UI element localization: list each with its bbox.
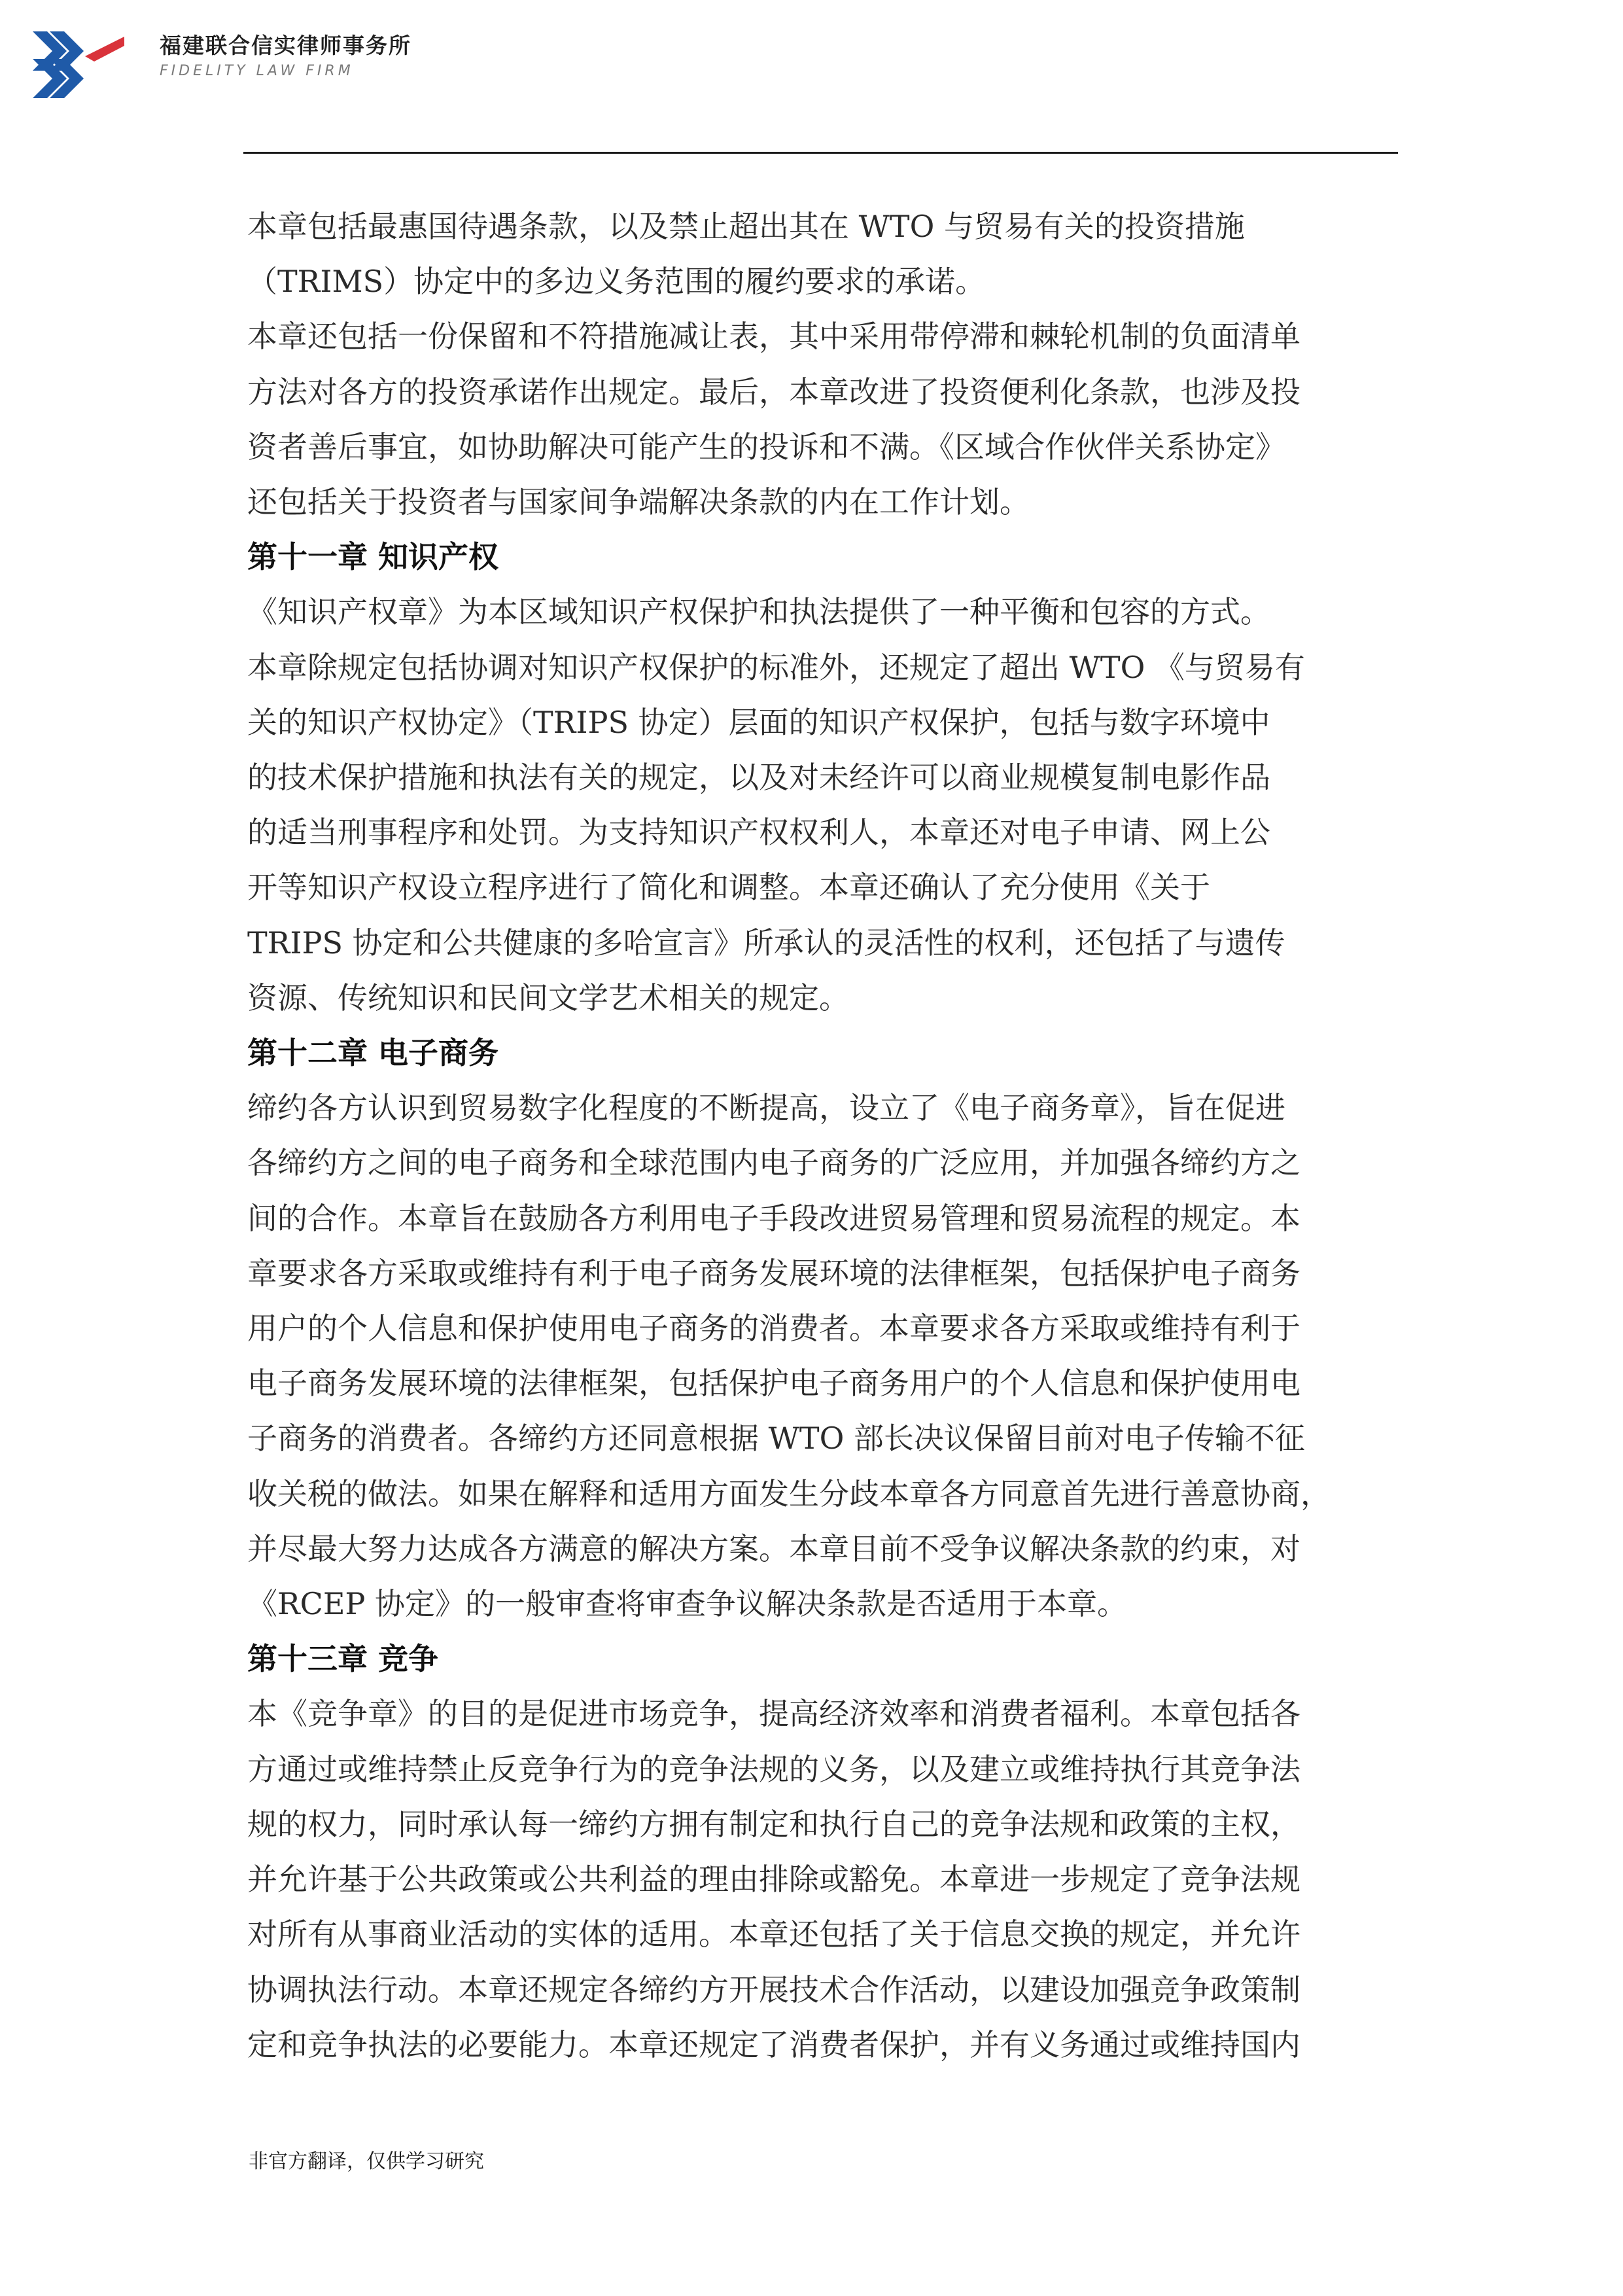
body-text-line: 方法对各方的投资承诺作出规定。最后，本章改进了投资便利化条款，也涉及投 [247, 374, 1300, 410]
body-text-line: 开等知识产权设立程序进行了简化和调整。本章还确认了充分使用《关于 [247, 870, 1210, 906]
document-body [247, 199, 1399, 2072]
body-text-line: 的适当刑事程序和处罚。为支持知识产权权利人，本章还对电子申请、网上公 [247, 815, 1270, 851]
body-text-line: 本《竞争章》的目的是促进市场竞争，提高经济效率和消费者福利。本章包括各 [247, 1696, 1300, 1732]
body-text-line: 收关税的做法。如果在解释和适用方面发生分歧本章各方同意首先进行善意协商， [247, 1475, 1331, 1511]
body-text-line: 的技术保护措施和执法有关的规定，以及对未经许可以商业规模复制电影作品 [247, 760, 1270, 796]
body-text-line: 本章包括最惠国待遇条款，以及禁止超出其在 WTO 与贸易有关的投资措施 [247, 209, 1245, 244]
body-text-line: 章要求各方采取或维持有利于电子商务发展环境的法律框架，包括保护电子商务 [247, 1255, 1300, 1291]
body-text-line: 并允许基于公共政策或公共利益的理由排除或豁免。本章进一步规定了竞争法规 [247, 1862, 1300, 1898]
body-text-line: 协调执法行动。本章还规定各缔约方开展技术合作活动，以建设加强竞争政策制 [247, 1971, 1300, 2007]
body-text-line: 本章除规定包括协调对知识产权保护的标准外，还规定了超出 WTO 《与贸易有 [247, 649, 1305, 685]
firm-name-chinese: 福建联合信实律师事务所 [160, 33, 411, 58]
body-text-line: 资者善后事宜，如协助解决可能产生的投诉和不满。《区域合作伙伴关系协定》 [247, 429, 1285, 465]
body-text-line: 电子商务发展环境的法律框架，包括保护电子商务用户的个人信息和保护使用电 [247, 1366, 1300, 1402]
body-text-line: 定和竞争执法的必要能力。本章还规定了消费者保护，并有义务通过或维持国内 [247, 2026, 1300, 2062]
body-text-line: 并尽最大努力达成各方满意的解决方案。本章目前不受争议解决条款的约束，对 [247, 1530, 1300, 1566]
header-divider [243, 152, 1398, 154]
chapter-heading: 第十二章 电子商务 [247, 1035, 499, 1071]
body-text-line: 规的权力，同时承认每一缔约方拥有制定和执行自己的竞争法规和政策的主权， [247, 1806, 1300, 1842]
chapter-heading: 第十一章 知识产权 [247, 539, 499, 575]
body-text-line: 子商务的消费者。各缔约方还同意根据 WTO 部长决议保留目前对电子传输不征 [247, 1421, 1305, 1457]
body-text-line: 本章还包括一份保留和不符措施减让表，其中采用带停滞和棘轮机制的负面清单 [247, 319, 1300, 355]
body-text-line: 间的合作。本章旨在鼓励各方利用电子手段改进贸易管理和贸易流程的规定。本 [247, 1200, 1300, 1236]
fidelity-law-firm-logo-icon [33, 26, 124, 103]
body-text-line: （TRIMS）协定中的多边义务范围的履约要求的承诺。 [247, 264, 986, 300]
body-text-line: 《知识产权章》为本区域知识产权保护和执法提供了一种平衡和包容的方式。 [247, 594, 1270, 630]
body-text-line: 关的知识产权协定》（TRIPS 协定）层面的知识产权保护，包括与数字环境中 [247, 704, 1270, 740]
body-text-line: 方通过或维持禁止反竞争行为的竞争法规的义务，以及建立或维持执行其竞争法 [247, 1751, 1300, 1787]
body-text-line: 对所有从事商业活动的实体的适用。本章还包括了关于信息交换的规定，并允许 [247, 1916, 1300, 1952]
footer-disclaimer: 非官方翻译，仅供学习研究 [249, 2150, 484, 2173]
body-text-line: 还包括关于投资者与国家间争端解决条款的内在工作计划。 [247, 484, 1030, 520]
body-text-line: TRIPS 协定和公共健康的多哈宣言》所承认的灵活性的权利，还包括了与遗传 [247, 925, 1285, 961]
body-text-line: 各缔约方之间的电子商务和全球范围内电子商务的广泛应用，并加强各缔约方之 [247, 1145, 1300, 1181]
body-text-line: 《RCEP 协定》的一般审查将审查争议解决条款是否适用于本章。 [247, 1586, 1127, 1622]
firm-name-english: FIDELITY LAW FIRM [160, 63, 354, 79]
chapter-heading: 第十三章 竞争 [247, 1641, 439, 1677]
body-text-line: 缔约各方认识到贸易数字化程度的不断提高，设立了《电子商务章》，旨在促进 [247, 1090, 1285, 1126]
body-text-line: 资源、传统知识和民间文学艺术相关的规定。 [247, 980, 849, 1016]
body-text-line: 用户的个人信息和保护使用电子商务的消费者。本章要求各方采取或维持有利于 [247, 1311, 1300, 1347]
